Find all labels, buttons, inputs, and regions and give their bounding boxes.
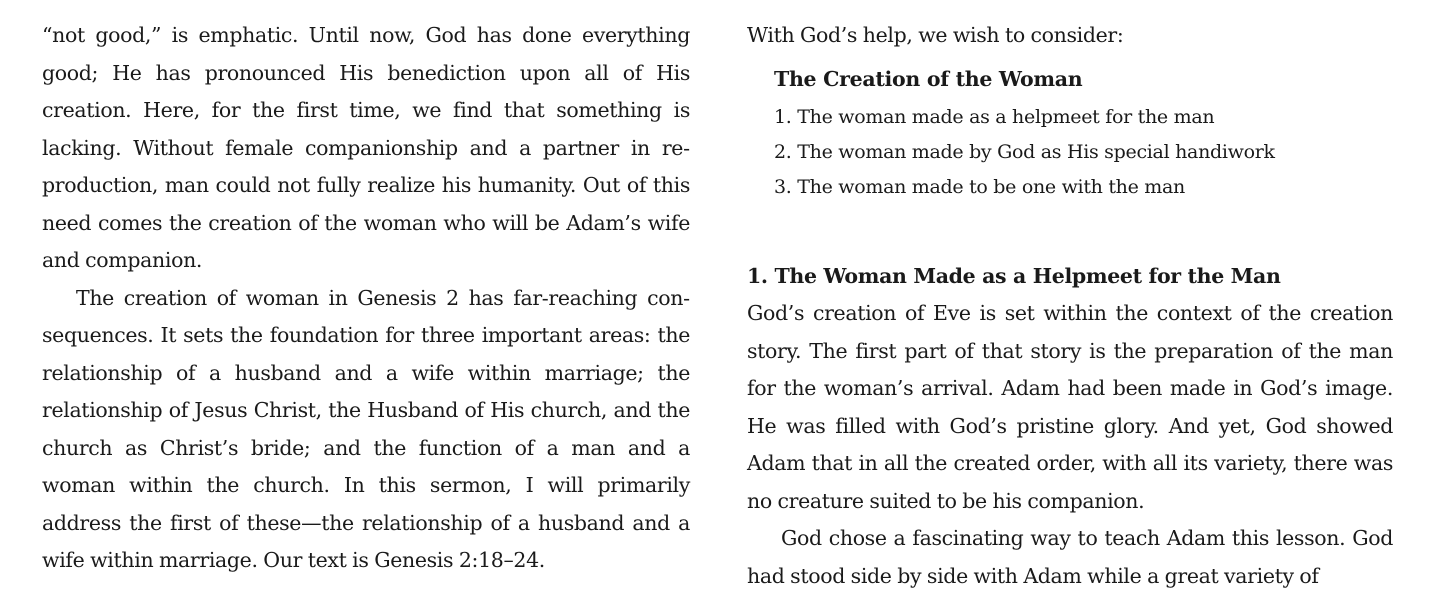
right-column xyxy=(747,17,1393,595)
body-paragraph: The creation of woman in Genesis 2 has far-reaching consequences. It sets the foundation for three important areas: the relationship of a husband and a wife within marriage; the relationship of Jesus Christ, the Husband of His church, and the church as Christ’s bride; and the function of a man and a woman within the church. In this sermon, I will primarily address the first of these—the relationship of a husband and a wife within marriage. Our text is Genesis 2:18–24. xyxy=(42,285,690,572)
section-heading: 1. The Woman Made as a Helpmeet for the Man xyxy=(747,263,1281,288)
outline-item: 2. The woman made by God as His special handiwork xyxy=(774,140,1275,163)
body-paragraph: God’s creation of Eve is set within the context of the creation story. The first part of that story is the preparation of the man for the woman’s arrival. Adam had been made in God’s image. He was filled with God’s pristine glory. And yet, God showed Adam that in all the created order, with all its variety, there was no creature suited to be his companion. xyxy=(747,301,1393,513)
sermon-outline xyxy=(774,65,1393,205)
left-column xyxy=(42,17,690,580)
outline-title: The Creation of the Woman xyxy=(774,66,1083,91)
body-paragraph: “not good,” is emphatic. Until now, God has done everything good; He has pronounced His benediction upon all of His creation. Here, for the first time, we find that something is lacking. Without female companionship and a partner in reproduction, man could not fully realize his humanity. Out of this need comes the creation of the woman who will be Adam’s wife and companion. xyxy=(42,23,690,272)
outline-item: 3. The woman made to be one with the man xyxy=(774,175,1185,198)
outline-list xyxy=(774,100,1393,205)
outline-item: 1. The woman made as a helpmeet for the man xyxy=(774,105,1215,128)
intro-line: With God’s help, we wish to consider: xyxy=(747,23,1124,47)
body-paragraph: God chose a fascinating way to teach Adam this lesson. God had stood side by side with Adam while a great variety of xyxy=(747,526,1393,588)
